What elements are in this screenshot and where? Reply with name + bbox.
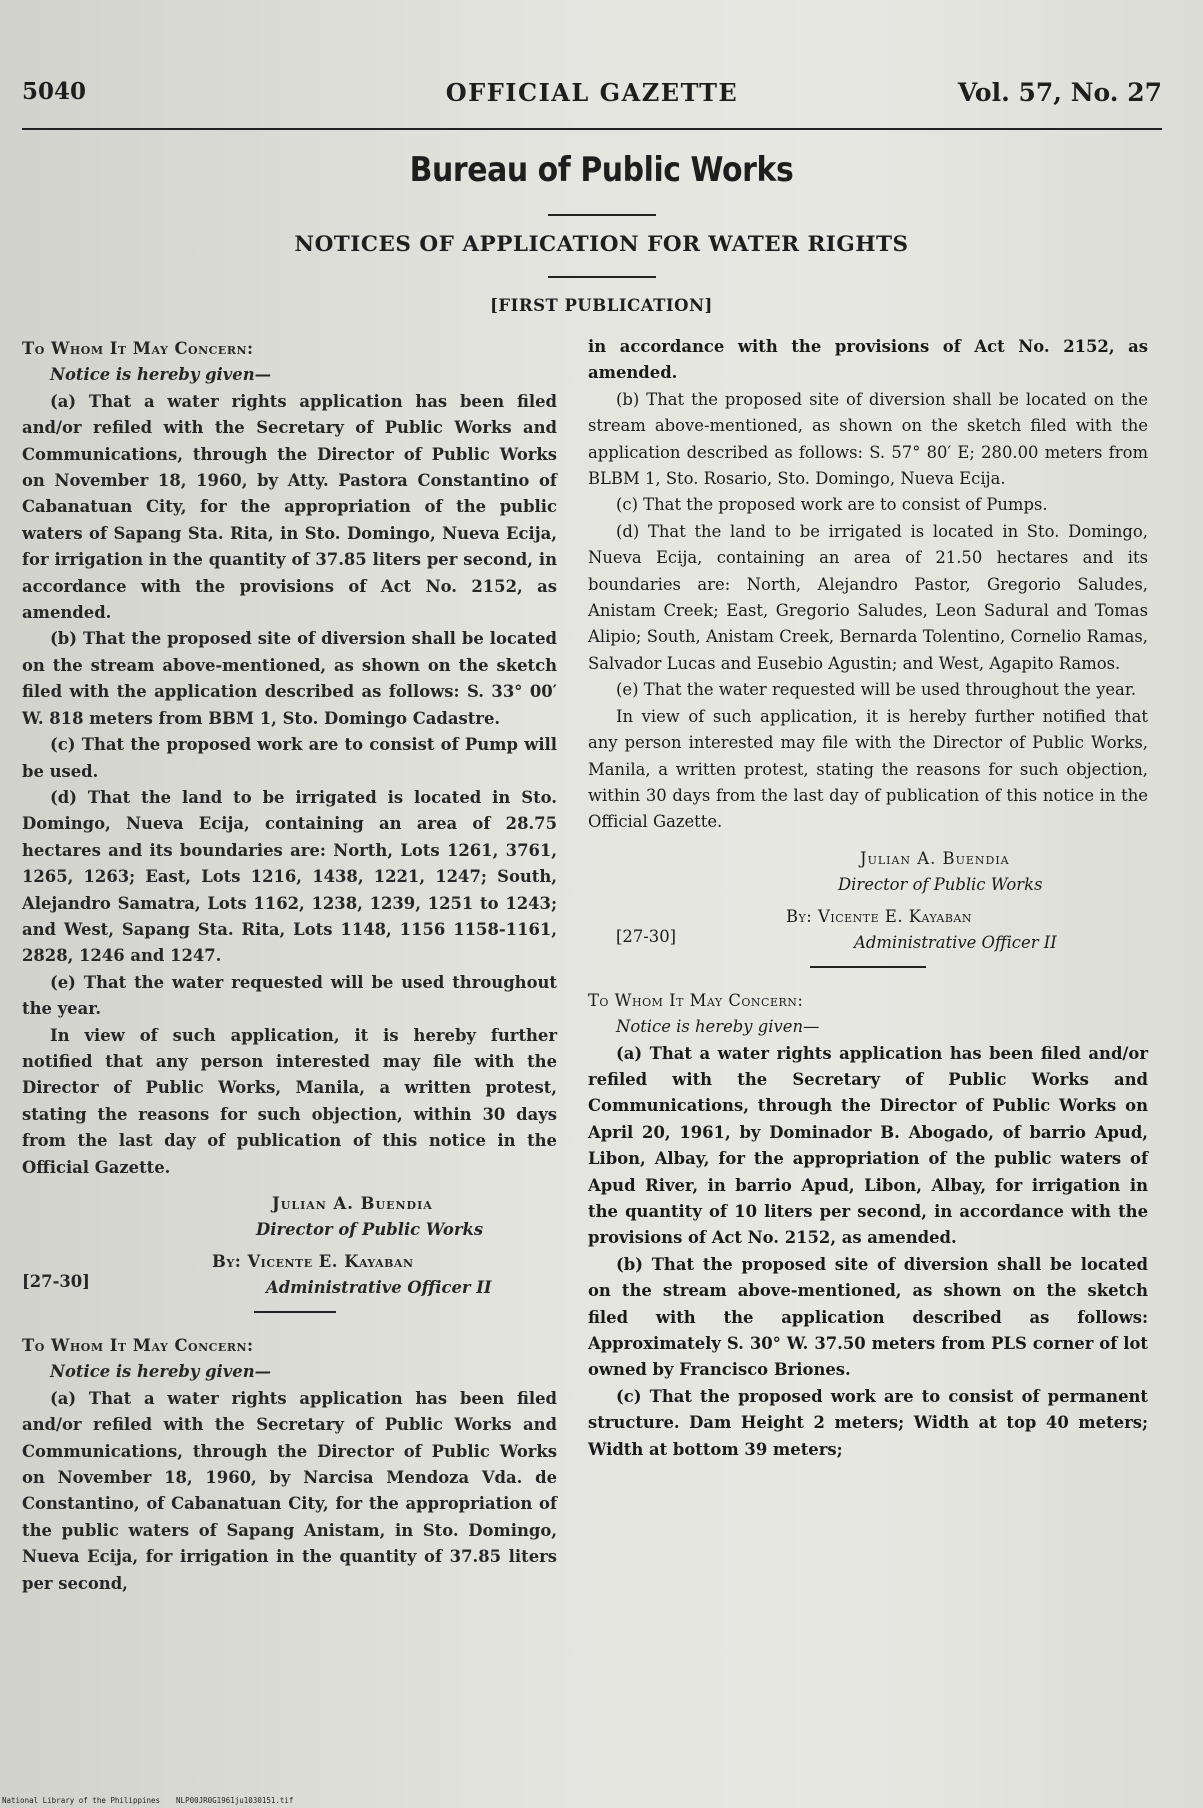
notice-1-para-c: (c) That the proposed work are to consist of Pump will be used.	[22, 735, 557, 781]
notice-1-para-b: (b) That the proposed site of diversion shall be located on the stream above-mentioned, as shown on the sketch filed with the application described as follows: S. 33° 00′ W. 818 meters from BBM 1, Sto. Domingo Cadastre.	[22, 629, 557, 728]
signatory-title: Director of Public Works	[838, 874, 1043, 894]
section-title: Bureau of Public Works	[409, 150, 794, 190]
notice-2-para-e: (e) That the water requested will be used throughout the year.	[616, 680, 1137, 700]
header-rule	[22, 128, 1162, 130]
publication-note: [FIRST PUBLICATION]	[490, 296, 713, 315]
notice-2-para-d: (d) That the land to be irrigated is located in Sto. Domingo, Nueva Ecija, containing an area of 21.50 hectares and its boundaries are: North, Alejandro Pastor, Gregorio Saludes, Anistam Creek; East, Gregorio Saludes, Leon Sadural and Tomas Alipio; South, Anistam Creek, Bernarda Tolentino, Cornelio Ramas, Salvador Lucas and Eusebio Agustin; and West, Agapito Ramos.	[588, 521, 1148, 673]
publication-name: OFFICIAL GAZETTE	[445, 78, 739, 107]
notice-1-signature	[22, 1191, 557, 1319]
left-column	[22, 336, 557, 1597]
notice-1-para-e: (e) That the water requested will be used throughout the year.	[22, 972, 557, 1019]
scan-footer	[0, 1796, 1203, 1808]
issue-code: [27-30]	[22, 1272, 90, 1291]
library-credit: National Library of the Philippines	[2, 1796, 161, 1805]
title-divider	[548, 214, 656, 216]
notice-2-para-a: (a) That a water rights application has been filed and/or refiled with the Secretary of Public Works and Communications, through the Director of Public Works on November 18, 1960, by Narcisa Mendoza Vda. de Constantino, of Cabanatuan City, for the appropriation of the public waters of Sapang Anistam, in Sto. Domingo, Nueva Ecija, for irrigation in the quantity of 37.85 liters per second,	[22, 1388, 557, 1593]
notice-divider	[254, 1311, 336, 1313]
subtitle-divider	[548, 276, 656, 278]
by-name: By: Vicente E. Kayaban	[786, 906, 973, 926]
notice-2-salutation: To Whom It May Concern:	[22, 1336, 254, 1355]
by-name: By: Vicente E. Kayaban	[212, 1252, 414, 1271]
section-subtitle: NOTICES OF APPLICATION FOR WATER RIGHTS	[294, 232, 909, 257]
notice-1-intro: Notice is hereby given—	[50, 365, 272, 385]
notice-2-protest: In view of such application, it is hereby further notified that any person interested may file with the Director of Public Works, Manila, a written protest, stating the reasons for such objection, within 30 days from the last day of publication of this notice in the Official Gazette.	[588, 706, 1148, 832]
page-header	[22, 78, 1162, 118]
notice-1-para-a: (a) That a water rights application has been filed and/or refiled with the Secretary of Public Works and Communications, through the Director of Public Works on November 18, 1960, by Atty. Pastora Constantino of Cabanatuan City, for the appropriation of the public waters of Sapang Sta. Rita, in Sto. Domingo, Nueva Ecija, for irrigation in the quantity of 37.85 liters per second, in accordance with the provisions of Act No. 2152, as amended.	[22, 391, 557, 623]
notice-divider	[810, 966, 926, 968]
signatory-name: Julian A. Buendia	[272, 1194, 433, 1213]
signatory-name: Julian A. Buendia	[860, 848, 1010, 868]
notice-1-salutation: To Whom It May Concern:	[22, 339, 254, 358]
notice-2-intro: Notice is hereby given—	[50, 1362, 272, 1382]
right-column	[588, 334, 1148, 1463]
notice-3-para-a: (a) That a water rights application has been filed and/or refiled with the Secretary of Public Works and Communications, through the Director of Public Works on April 20, 1961, by Dominador B. Abogado, of barrio Apud, Libon, Albay, for the appropriation of the public waters of Apud River, in barrio Apud, Libon, Albay, for irrigation in the quantity of 10 liters per second, in accordance with the provisions of Act No. 2152, as amended.	[588, 1043, 1148, 1248]
notice-1-protest: In view of such application, it is hereby further notified that any person interested may file with the Director of Public Works, Manila, a written protest, stating the reasons for such objection, within 30 days from the last day of publication of this notice in the Official Gazette.	[22, 1025, 557, 1177]
issue-code: [27-30]	[616, 926, 677, 946]
notice-3-para-c: (c) That the proposed work are to consist of permanent structure. Dam Height 2 meters; Width at top 40 meters; Width at bottom 39 meters;	[588, 1386, 1148, 1459]
notice-2-para-c: (c) That the proposed work are to consist of Pumps.	[616, 495, 1048, 515]
by-title: Administrative Officer II	[854, 932, 1057, 952]
notice-2-para-a-cont: in accordance with the provisions of Act No. 2152, as amended.	[588, 337, 1148, 383]
notice-3-intro: Notice is hereby given—	[616, 1017, 820, 1037]
scan-filename: NLP00JR0G1961ju1030151.tif	[176, 1796, 294, 1805]
signatory-title: Director of Public Works	[256, 1220, 484, 1239]
page-number: 5040	[22, 78, 87, 105]
notice-3-para-b: (b) That the proposed site of diversion shall be located on the stream above-mentioned, as shown on the sketch filed with the application described as follows: Approximately S. 30° W. 37.50 meters from PLS corner of lot owned by Francisco Briones.	[588, 1254, 1148, 1380]
notice-3-salutation: To Whom It May Concern:	[588, 990, 804, 1010]
by-title: Administrative Officer II	[266, 1278, 492, 1297]
notice-2-para-b: (b) That the proposed site of diversion shall be located on the stream above-mentioned, as shown on the sketch filed with the application described as follows: S. 57° 80′ E; 280.00 meters from BLBM 1, Sto. Rosario, Sto. Domingo, Nueva Ecija.	[588, 389, 1148, 489]
notice-1-para-d: (d) That the land to be irrigated is located in Sto. Domingo, Nueva Ecija, containing an area of 28.75 hectares and its boundaries are: North, Lots 1261, 3761, 1265, 1263; East, Lots 1216, 1438, 1221, 1247; South, Alejandro Samatra, Lots 1162, 1238, 1239, 1251 to 1243; and West, Sapang Sta. Rita, Lots 1148, 1156 1158-1161, 2828, 1246 and 1247.	[22, 787, 557, 966]
volume-number: Vol. 57, No. 27	[957, 78, 1162, 107]
notice-2-signature	[588, 846, 1148, 974]
